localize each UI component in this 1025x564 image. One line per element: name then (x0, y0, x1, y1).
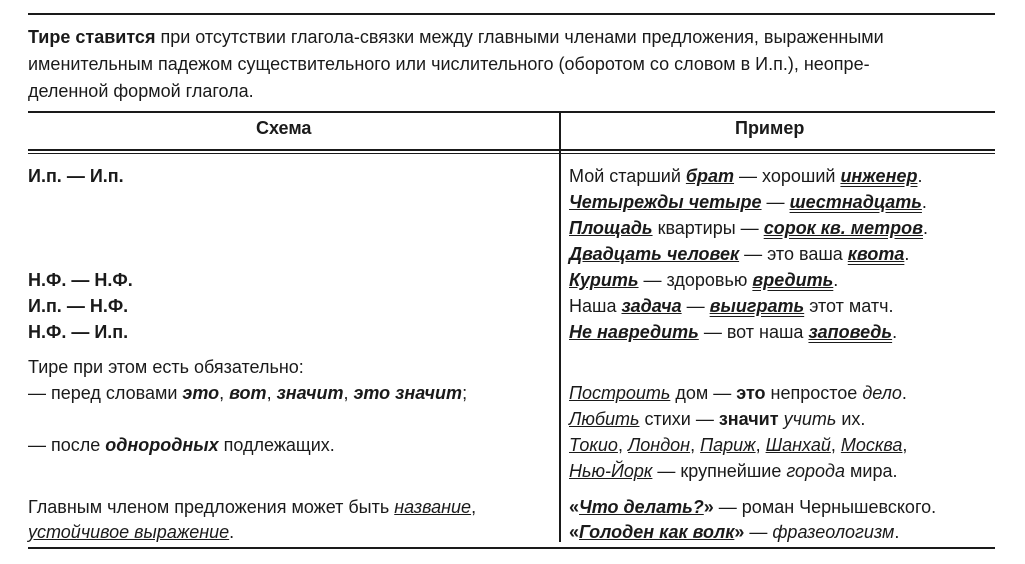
text: — (681, 296, 710, 316)
text: , (617, 435, 628, 455)
text: . (833, 270, 839, 290)
predicate: города (786, 461, 846, 481)
word-vot: вот (229, 383, 267, 403)
subject: Голоден как волк (579, 522, 735, 542)
subject: Токио (569, 435, 618, 455)
text: . (229, 522, 235, 542)
text: дом — (670, 383, 737, 403)
predicate: заповедь (808, 322, 893, 342)
text: Наша (569, 296, 622, 316)
text: , (830, 435, 841, 455)
text: — роман Чернышевского. (713, 497, 937, 517)
example-5 (569, 268, 838, 293)
subject: Любить (569, 409, 640, 429)
predicate: вредить (752, 270, 834, 290)
word-znachit: значит (276, 383, 344, 403)
word-eto: это (182, 383, 220, 403)
text: этот матч. (804, 296, 894, 316)
text: — после (28, 435, 106, 455)
intro-lead: Тире ставится (28, 27, 156, 47)
word-ustoichivoe-vyrazhenie: устойчивое выражение (28, 522, 230, 542)
text: — здоровью (638, 270, 753, 290)
text: , (690, 435, 701, 455)
table-top-rule (28, 111, 995, 113)
text: . (917, 166, 923, 186)
predicate: инженер (840, 166, 918, 186)
text: . (904, 244, 910, 264)
intro-line1: при отсутствии глагола-связки между главными членами предложения, выраженными (155, 27, 884, 47)
example-6 (569, 294, 894, 319)
predicate: сорок кв. метров (763, 218, 923, 238)
example-main-1 (569, 495, 936, 520)
quote-close: » (734, 522, 745, 542)
word-odnorodnyh: однородных (105, 435, 219, 455)
schema-row-2: Н.Ф. — Н.Ф. (28, 270, 133, 290)
subject: Построить (569, 383, 671, 403)
subject: Курить (569, 270, 639, 290)
text: их. (836, 409, 866, 429)
main-member-line2 (28, 520, 234, 545)
subject: брат (685, 166, 735, 186)
subject: Нью-Йорк (569, 461, 653, 481)
text: . (921, 192, 927, 212)
text: . (923, 218, 929, 238)
text: , (343, 383, 354, 403)
text: мира. (845, 461, 898, 481)
predicate: учить (783, 409, 837, 429)
text: , (266, 383, 277, 403)
word-nazvanie: название (394, 497, 472, 517)
text: подлежащих. (218, 435, 335, 455)
intro-paragraph (28, 24, 998, 105)
word-eto-znachit: это значит (353, 383, 463, 403)
quote-open: « (569, 497, 580, 517)
text: — это ваша (739, 244, 848, 264)
dash-note-line2 (28, 433, 335, 458)
column-header-example: Пример (735, 118, 805, 138)
text: стихи — (639, 409, 719, 429)
subject: задача (621, 296, 682, 316)
subject: Двадцать человек (569, 244, 740, 264)
word-eto: это (736, 383, 766, 403)
text: — хороший (734, 166, 841, 186)
quote-open: « (569, 522, 580, 542)
subject: Москва (840, 435, 903, 455)
table-bottom-rule (28, 547, 995, 549)
example-7 (569, 320, 897, 345)
text: непростое (765, 383, 863, 403)
subject: Четырежды четыре (569, 192, 762, 212)
schema-row-4: Н.Ф. — И.п. (28, 322, 129, 342)
subject: Париж (700, 435, 756, 455)
example-dash-1 (569, 381, 907, 406)
schema-row-3: И.п. — Н.Ф. (28, 296, 129, 316)
subject: Площадь (569, 218, 653, 238)
quote-close: » (703, 497, 714, 517)
example-2 (569, 190, 927, 215)
top-rule (28, 13, 995, 15)
predicate: дело (862, 383, 902, 403)
text: , (471, 497, 477, 517)
text: . (901, 383, 907, 403)
text: Главным членом предложения может быть (28, 497, 395, 517)
text: , (219, 383, 230, 403)
example-main-2 (569, 520, 899, 545)
predicate: фразеологизм (772, 522, 895, 542)
dash-note-line1 (28, 381, 467, 406)
text: , (755, 435, 766, 455)
predicate: выиграть (709, 296, 805, 316)
example-dash-3 (569, 433, 907, 458)
example-4 (569, 242, 909, 267)
example-dash-4 (569, 459, 897, 484)
text: Мой старший (569, 166, 686, 186)
subject: Шанхай (765, 435, 831, 455)
header-rule-2 (28, 153, 995, 154)
dash-note-title: Тире при этом есть обязательно: (28, 357, 304, 377)
text: . (894, 522, 900, 542)
word-znachit: значит (718, 409, 779, 429)
example-1 (569, 164, 922, 189)
schema-row-1: И.п. — И.п. (28, 166, 124, 186)
text: . (892, 322, 898, 342)
text: — (744, 522, 773, 542)
column-header-schema: Схема (256, 118, 312, 138)
subject: Что делать? (579, 497, 704, 517)
subject: Не навредить (569, 322, 699, 342)
intro-line2: именительным падежом существительного или числительного (оборотом со словом в И.п.), неопре- (28, 54, 870, 74)
text: — (761, 192, 790, 212)
text: — перед словами (28, 383, 183, 403)
text: , (902, 435, 908, 455)
text: квартиры — (652, 218, 764, 238)
predicate: квота (847, 244, 905, 264)
example-3 (569, 216, 928, 241)
text: — вот наша (698, 322, 809, 342)
header-rule (28, 149, 995, 151)
main-member-line1 (28, 495, 476, 520)
subject: Лондон (627, 435, 691, 455)
text: — крупнейшие (652, 461, 787, 481)
example-dash-2 (569, 407, 865, 432)
intro-line3: деленной формой глагола. (28, 81, 254, 101)
column-divider (559, 112, 561, 542)
text: ; (462, 383, 468, 403)
predicate: шестнадцать (789, 192, 922, 212)
